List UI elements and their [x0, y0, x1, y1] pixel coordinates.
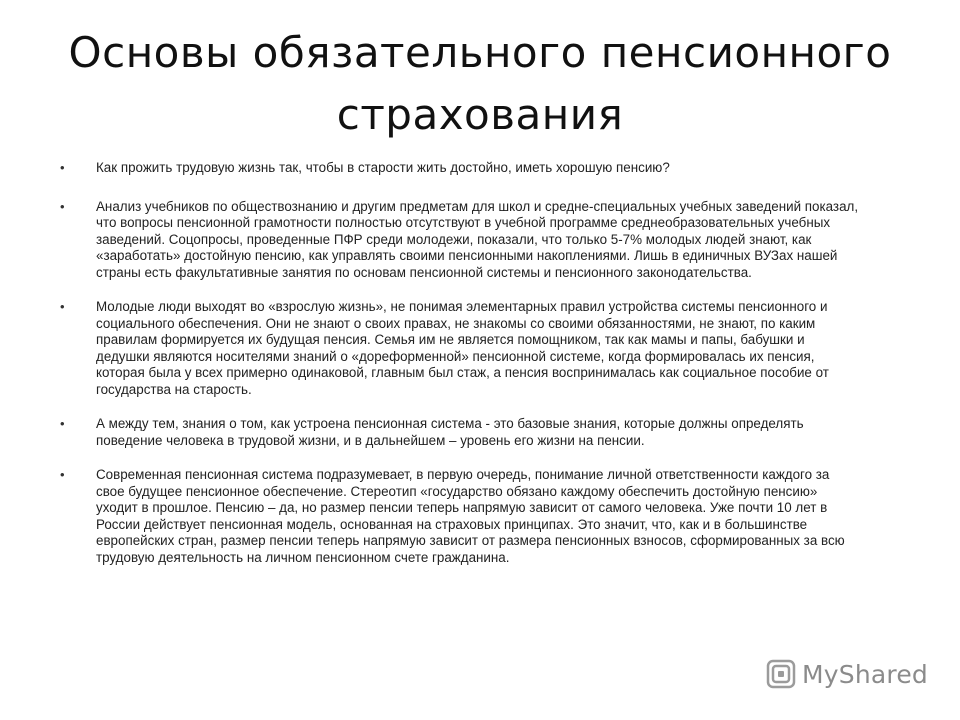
myshared-logo-icon — [764, 657, 798, 691]
watermark — [764, 656, 928, 692]
list-item — [60, 467, 860, 566]
list-item — [60, 416, 860, 449]
list-item — [60, 160, 860, 177]
bullet-marker: • — [60, 299, 65, 314]
bullet-text: Молодые люди выходят во «взрослую жизнь», не понимая элементарных правил устройства системы пенсионного и социального обеспечения. Они не знают о своих правах, не знакомы со своими обязанностями, не знают, по каким правилам формируется их будущая пенсия. Семья им не является помощником, так как мамы и папы, бабушки и дедушки являются носителями знаний о «дореформенной» пенсионной системе, когда формировалась их пенсия, которая была у всех примерно одинаковой, главным был стаж, а пенсия воспринималась как социальное пособие от государства на старость. — [96, 299, 829, 397]
bullet-text: Современная пенсионная система подразумевает, в первую очередь, понимание личной ответственности каждого за свое будущее пенсионное обеспечение. Стереотип «государство обязано каждому обеспечить достойную пенсию» уходит в прошлое. Пенсию – да, но размер пенсии теперь напрямую зависит от самого человека. Уже почти 10 лет в России действует пенсионная модель, основанная на страховых принципах. Это значит, что, как и в большинстве европейских стран, размер пенсии теперь напрямую зависит от размера пенсионных взносов, сформированных за всю трудовую деятельность на личном пенсионном счете гражданина. — [96, 467, 845, 565]
bullet-marker: • — [60, 416, 65, 431]
list-item — [60, 299, 860, 398]
bullet-marker: • — [60, 467, 65, 482]
bullet-text: Как прожить трудовую жизнь так, чтобы в старости жить достойно, иметь хорошую пенсию? — [96, 160, 670, 175]
bullet-marker: • — [60, 160, 65, 175]
bullet-marker: • — [60, 198, 65, 214]
bullet-list — [60, 160, 860, 584]
page-title: Основы обязательного пенсионного страхования — [68, 28, 892, 139]
list-item — [60, 199, 860, 282]
bullet-text: А между тем, знания о том, как устроена пенсионная система - это базовые знания, которые должны определять поведение человека в трудовой жизни, и в дальнейшем – уровень его жизни на пенсии. — [96, 416, 804, 448]
bullet-text: Анализ учебников по обществознанию и другим предметам для школ и средне-специальных учебных заведений показал, что вопросы пенсионной грамотности полностью отсутствуют в учебной программе среднеобразовательных учебных заведений. Соцопросы, проведенные ПФР среди молодежи, показали, что только 5-7% молодых людей знают, как «заработать» достойную пенсию, как управлять своими пенсионными накоплениями. Лишь в единичных ВУЗах нашей страны есть факультативные занятия по основам пенсионной системы и пенсионного законодательства. — [96, 198, 859, 280]
watermark-text: MyShared — [802, 659, 928, 689]
